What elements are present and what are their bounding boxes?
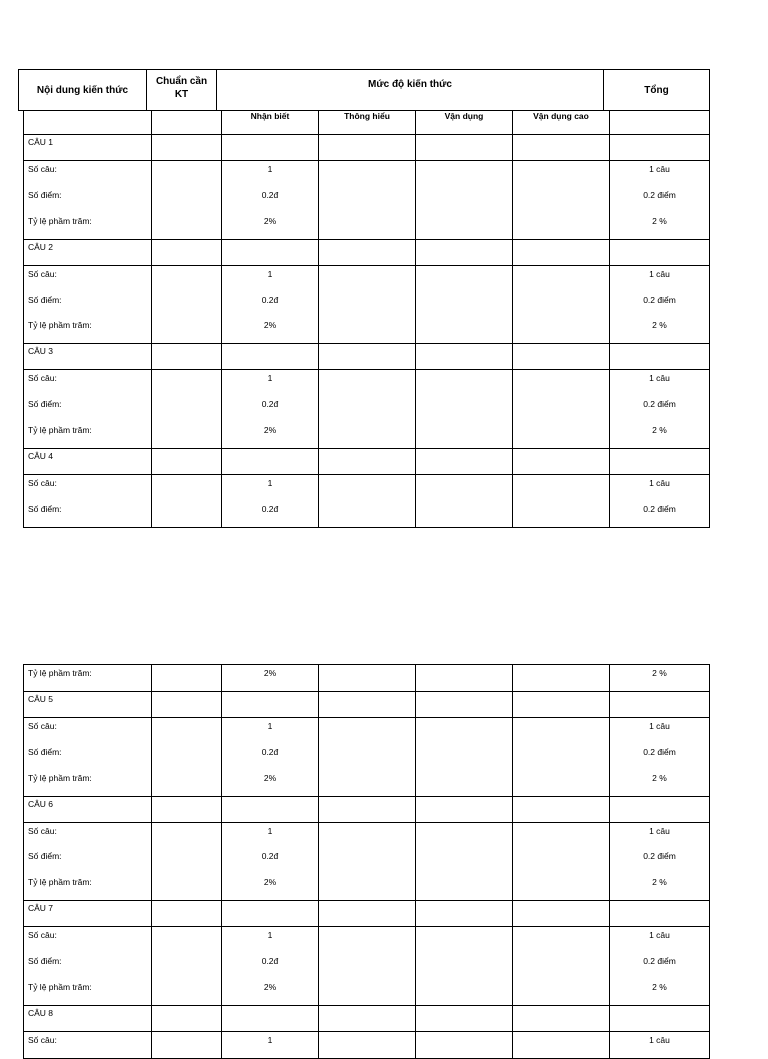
cell	[152, 111, 222, 135]
level-application: Vận dụng	[416, 111, 513, 135]
header-knowledge-level: Mức độ kiến thức	[217, 70, 604, 110]
stat-labels: Số câu: Số điểm: Tỷ lệ phầm trăm:	[24, 370, 152, 449]
question-stats	[24, 161, 710, 240]
question-label: CÂU 6	[24, 796, 152, 822]
question-stats	[24, 475, 710, 528]
level-understanding: Thông hiểu	[319, 111, 416, 135]
recognition-values: 1 0.2đ 2%	[222, 717, 319, 796]
total-values: 1 câu	[610, 1031, 710, 1058]
header-content: Nội dung kiến thức	[19, 70, 147, 110]
question-label: CÂU 5	[24, 691, 152, 717]
stat-labels: Số câu: Số điểm:	[24, 475, 152, 528]
recognition-values: 1 0.2đ 2%	[222, 265, 319, 344]
question-stats	[24, 717, 710, 796]
total-values: 2 %	[610, 665, 710, 692]
question-stats	[24, 927, 710, 1006]
question-row	[24, 901, 710, 927]
stat-labels: Số câu: Số điểm: Tỷ lệ phầm trăm:	[24, 927, 152, 1006]
stat-labels: Số câu:	[24, 1031, 152, 1058]
total-values: 1 câu 0.2 điểm 2 %	[610, 927, 710, 1006]
recognition-values: 1 0.2đ 2%	[222, 927, 319, 1006]
recognition-values: 2%	[222, 665, 319, 692]
total-values: 1 câu 0.2 điểm 2 %	[610, 717, 710, 796]
cell	[610, 111, 710, 135]
question-label: CÂU 7	[24, 901, 152, 927]
question-row	[24, 449, 710, 475]
level-header-row	[24, 111, 710, 135]
question-label: CÂU 4	[24, 449, 152, 475]
question-stats	[24, 665, 710, 692]
question-label: CÂU 8	[24, 1005, 152, 1031]
total-values: 1 câu 0.2 điểm 2 %	[610, 370, 710, 449]
question-label: CÂU 1	[24, 135, 152, 161]
recognition-values: 1 0.2đ 2%	[222, 822, 319, 901]
stat-labels: Tỷ lệ phầm trăm:	[24, 665, 152, 692]
question-label: CÂU 2	[24, 239, 152, 265]
total-values: 1 câu 0.2 điểm	[610, 475, 710, 528]
total-values: 1 câu 0.2 điểm 2 %	[610, 265, 710, 344]
question-stats	[24, 370, 710, 449]
recognition-values: 1 0.2đ 2%	[222, 370, 319, 449]
recognition-values: 1 0.2đ	[222, 475, 319, 528]
cell	[24, 111, 152, 135]
question-stats	[24, 265, 710, 344]
header-standard: Chuẩn cần KT	[147, 70, 217, 110]
stat-labels: Số câu: Số điểm: Tỷ lệ phầm trăm:	[24, 822, 152, 901]
question-stats	[24, 1031, 710, 1058]
level-advanced-application: Vận dụng cao	[513, 111, 610, 135]
question-row	[24, 1005, 710, 1031]
recognition-values: 1 0.2đ 2%	[222, 161, 319, 240]
question-label: CÂU 3	[24, 344, 152, 370]
stat-labels: Số câu: Số điểm: Tỷ lệ phầm trăm:	[24, 161, 152, 240]
stat-labels: Số câu: Số điểm: Tỷ lệ phầm trăm:	[24, 265, 152, 344]
matrix-table-part-1	[23, 110, 710, 528]
stat-labels: Số câu: Số điểm: Tỷ lệ phầm trăm:	[24, 717, 152, 796]
table-header	[18, 69, 710, 111]
level-recognition: Nhận biết	[222, 111, 319, 135]
header-total: Tổng	[644, 84, 669, 96]
recognition-values: 1	[222, 1031, 319, 1058]
question-row	[24, 239, 710, 265]
question-stats	[24, 822, 710, 901]
question-row	[24, 344, 710, 370]
question-row	[24, 691, 710, 717]
question-row	[24, 796, 710, 822]
total-values: 1 câu 0.2 điểm 2 %	[610, 161, 710, 240]
question-row	[24, 135, 710, 161]
total-values: 1 câu 0.2 điểm 2 %	[610, 822, 710, 901]
matrix-table-part-2	[23, 664, 710, 1059]
